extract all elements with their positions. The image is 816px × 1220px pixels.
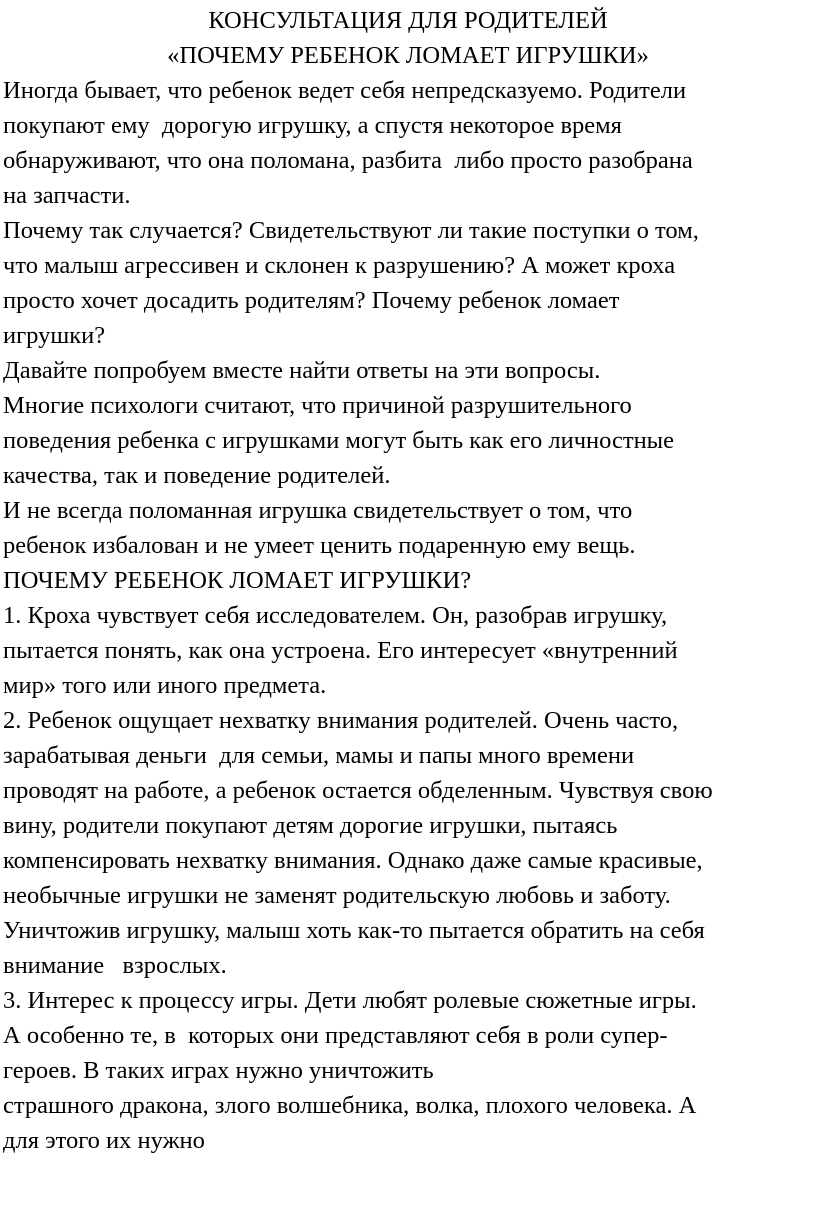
text-line: что малыш агрессивен и склонен к разрушению? А может кроха [3,252,676,279]
section-heading: ПОЧЕМУ РЕБЕНОК ЛОМАЕТ ИГРУШКИ? [3,567,472,594]
text-line: для этого их нужно [3,1127,205,1154]
text-line: просто хочет досадить родителям? Почему ребенок ломает [3,287,620,314]
document-title-line-1: КОНСУЛЬТАЦИЯ ДЛЯ РОДИТЕЛЕЙ [208,7,608,34]
text-line: покупают ему дорогую игрушку, а спустя некоторое время [3,112,622,139]
text-line: Многие психологи считают, что причиной разрушительного [3,392,632,419]
text-line: на запчасти. [3,182,131,209]
text-line: И не всегда поломанная игрушка свидетельствует о том, что [3,497,633,524]
text-line: внимание взрослых. [3,952,227,979]
text-line: Уничтожив игрушку, малыш хоть как-то пытается обратить на себя [3,917,705,944]
text-line: необычные игрушки не заменят родительскую любовь и заботу. [3,882,671,909]
document-body [3,73,813,1158]
text-line: Почему так случается? Свидетельствуют ли такие поступки о том, [3,217,699,244]
document-page [3,3,813,1158]
text-line: проводят на работе, а ребенок остается обделенным. Чувствуя свою [3,777,713,804]
text-line: 3. Интерес к процессу игры. Дети любят ролевые сюжетные игры. [3,987,697,1014]
text-line: зарабатывая деньги для семьи, мамы и папы много времени [3,742,635,769]
text-line: мир» того или иного предмета. [3,672,327,699]
text-line: обнаруживают, что она поломана, разбита либо просто разобрана [3,147,693,174]
text-line: 1. Кроха чувствует себя исследователем. Он, разобрав игрушку, [3,602,668,629]
text-line: поведения ребенка с игрушками могут быть как его личностные [3,427,675,454]
text-line: 2. Ребенок ощущает нехватку внимания родителей. Очень часто, [3,707,679,734]
text-line: игрушки? [3,322,106,349]
text-line: пытается понять, как она устроена. Его интересует «внутренний [3,637,678,664]
text-line: Иногда бывает, что ребенок ведет себя непредсказуемо. Родители [3,77,687,104]
text-line: ребенок избалован и не умеет ценить подаренную ему вещь. [3,532,636,559]
text-line: вину, родители покупают детям дорогие игрушки, пытаясь [3,812,618,839]
text-line: героев. В таких играх нужно уничтожить [3,1057,434,1084]
text-line: Давайте попробуем вместе найти ответы на эти вопросы. [3,357,601,384]
text-line: компенсировать нехватку внимания. Однако даже самые красивые, [3,847,703,874]
document-title-line-2: «ПОЧЕМУ РЕБЕНОК ЛОМАЕТ ИГРУШКИ» [167,42,649,69]
text-line: качества, так и поведение родителей. [3,462,391,489]
text-line: А особенно те, в которых они представляют себя в роли супер- [3,1022,668,1049]
text-line: страшного дракона, злого волшебника, волка, плохого человека. А [3,1092,697,1119]
